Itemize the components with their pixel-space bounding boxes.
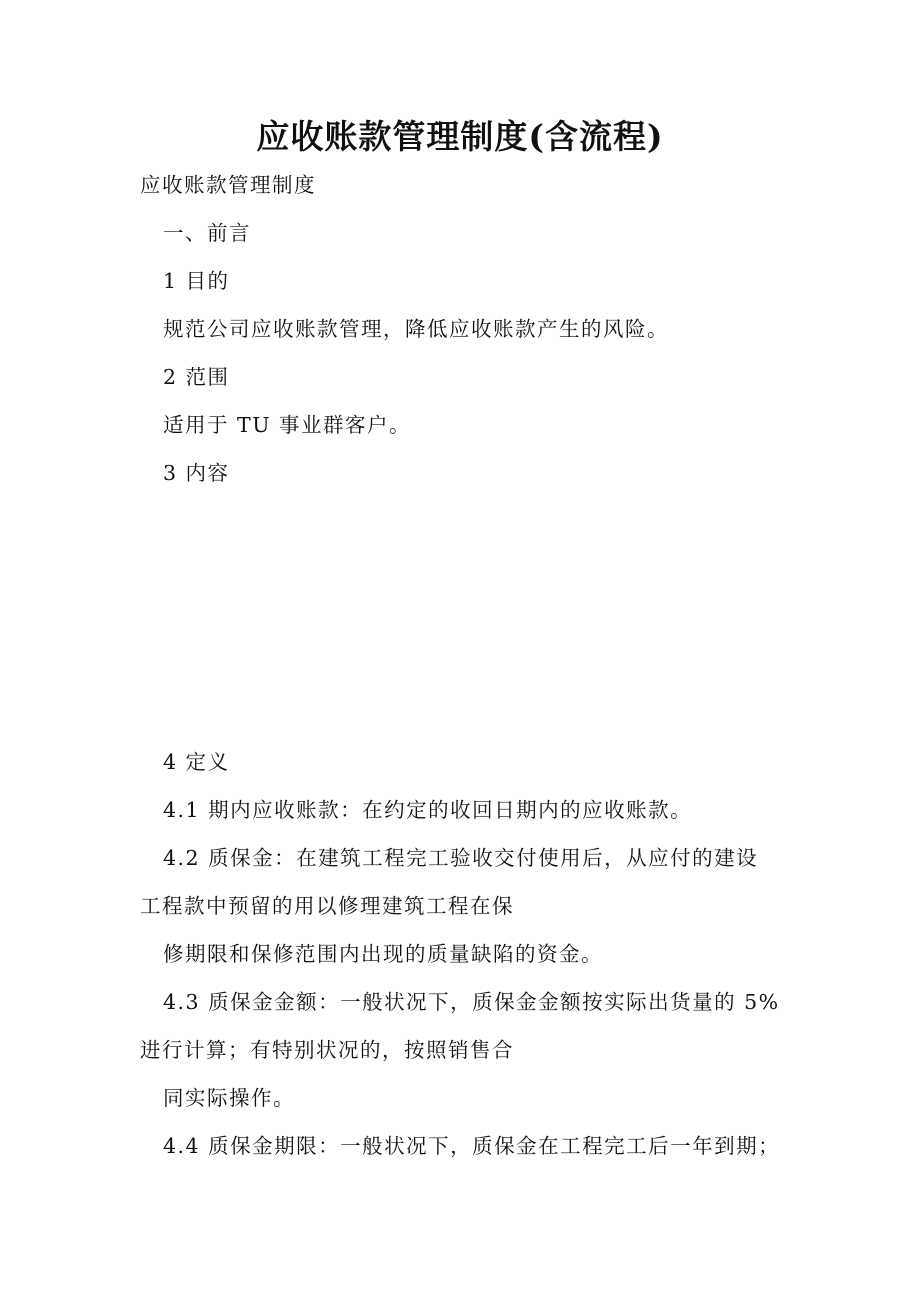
definition-4-3-line-3: 同实际操作。 (163, 1086, 295, 1110)
definition-4-4-line-1: 4.4 质保金期限：一般状况下，质保金在工程完工后一年到期； (163, 1134, 781, 1158)
document-title: 应收账款管理制度(含流程) (256, 117, 664, 156)
definition-4-3-line-2: 进行计算；有特别状况的，按照销售合 (140, 1038, 514, 1062)
section-definition-heading: 4 定义 (163, 750, 230, 774)
definition-4-2-line-2: 工程款中预留的用以修理建筑工程在保 (140, 894, 514, 918)
section-scope-heading: 2 范围 (163, 365, 230, 389)
definition-4-1: 4.1 期内应收账款：在约定的收回日期内的应收账款。 (163, 798, 693, 822)
definition-4-3-line-1: 4.3 质保金金额：一般状况下，质保金金额按实际出货量的 5% (163, 990, 780, 1014)
purpose-paragraph: 规范公司应收账款管理，降低应收账款产生的风险。 (163, 317, 669, 341)
document-subtitle: 应收账款管理制度 (140, 173, 316, 197)
section-content-heading: 3 内容 (163, 461, 230, 485)
section-purpose-heading: 1 目的 (163, 269, 230, 293)
scope-paragraph: 适用于 TU 事业群客户。 (163, 413, 411, 437)
section-preface-heading: 一、前言 (163, 221, 251, 245)
definition-4-2-line-1: 4.2 质保金：在建筑工程完工验收交付使用后，从应付的建设 (163, 846, 759, 870)
definition-4-2-line-3: 修期限和保修范围内出现的质量缺陷的资金。 (163, 942, 603, 966)
